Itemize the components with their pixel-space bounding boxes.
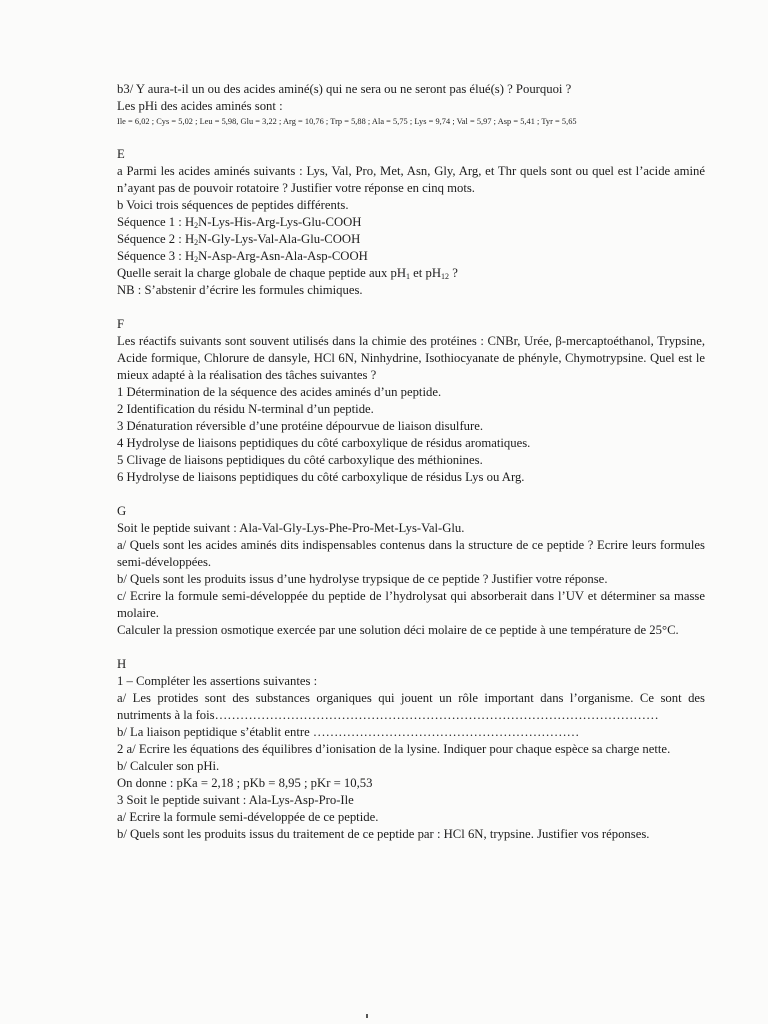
scan-mark xyxy=(366,1014,368,1018)
section-heading-e: E xyxy=(117,147,125,161)
question-e-a: a Parmi les acides aminés suivants : Lys, Val, Pro, Met, Asn, Gly, Arg, et Thr quels sont ou quel est l’acide aminé n’ayant pas de pouvoir rotatoire ? Justifier votre réponse en cinq mots. xyxy=(117,164,705,195)
task-item: 2 Identification du résidu N-terminal d’un peptide. xyxy=(117,402,374,416)
question-h-1b: b/ La liaison peptidique s’établit entre ……………………………………………………… xyxy=(117,725,580,739)
section-heading-f: F xyxy=(117,317,125,331)
question-h-1: 1 – Compléter les assertions suivantes : xyxy=(117,674,318,688)
phi-intro: Les pHi des acides aminés sont : xyxy=(117,99,283,113)
question-e-b: b Voici trois séquences de peptides différents. xyxy=(117,198,349,212)
question-g-c: c/ Ecrire la formule semi-développée du peptide de l’hydrolysat qui absorberait dans l’UV et déterminer sa masse molaire. xyxy=(117,589,705,620)
charge-question: Quelle serait la charge globale de chaque peptide aux $pH_1$ et $pH_{12}$ ? xyxy=(117,266,458,281)
question-b3: b3/ Y aura-t-il un ou des acides aminé(s) qui ne sera ou ne seront pas élué(s) ? Pourquoi ? xyxy=(117,82,572,96)
question-h-3: 3 Soit le peptide suivant : Ala-Lys-Asp-Pro-Ile xyxy=(117,793,354,807)
question-g-b: b/ Quels sont les produits issus d’une hydrolyse trypsique de ce peptide ? Justifier votre réponse. xyxy=(117,572,608,586)
question-g-a: a/ Quels sont les acides aminés dits indispensables contenus dans la structure de ce peptide ? Ecrire leurs formules semi-développées. xyxy=(117,538,705,569)
task-item: 4 Hydrolyse de liaisons peptidiques du côté carboxylique de résidus aromatiques. xyxy=(117,436,531,450)
page-content xyxy=(117,81,705,843)
nb-note: NB : S’abstenir d’écrire les formules chimiques. xyxy=(117,283,363,297)
sequence-2: Séquence 2 : $H_2N-Gly-Lys-Val-Ala-Glu$-COOH xyxy=(117,232,361,247)
task-item: 1 Détermination de la séquence des acides aminés d’un peptide. xyxy=(117,385,442,399)
question-h-2b: b/ Calculer son pHi. xyxy=(117,759,220,773)
question-h-2a: 2 a/ Ecrire les équations des équilibres d’ionisation de la lysine. Indiquer pour chaque espèce sa charge nette. xyxy=(117,742,671,756)
phi-values: Ile = 6,02 ; Cys = 5,02 ; Leu = 5,98, Glu = 3,22 ; Arg = 10,76 ; Trp = 5,88 ; Ala = 5,75 ; Lys = 9,74 ; Val = 5,97 ; Asp = 5,41 ; Tyr = 5,65 xyxy=(117,117,577,126)
given-values: On donne : pKa = 2,18 ; pKb = 8,95 ; pKr = 10,53 xyxy=(117,776,373,790)
task-item: 6 Hydrolyse de liaisons peptidiques du côté carboxylique de résidus Lys ou Arg. xyxy=(117,470,525,484)
question-h-3a: a/ Ecrire la formule semi-développée de ce peptide. xyxy=(117,810,379,824)
section-heading-g: G xyxy=(117,504,127,518)
task-item: 5 Clivage de liaisons peptidiques du côté carboxylique des méthionines. xyxy=(117,453,483,467)
peptide-statement: Soit le peptide suivant : Ala-Val-Gly-Lys-Phe-Pro-Met-Lys-Val-Glu. xyxy=(117,521,465,535)
question-h-1a: a/ Les protides sont des substances organiques qui jouent un rôle important dans l’organisme. Ce sont des nutriments à la fois…………………………………………………………………………………………… xyxy=(117,691,705,722)
question-h-3b: b/ Quels sont les produits issus du traitement de ce peptide par : HCl 6N, trypsine. Justifier vos réponses. xyxy=(117,827,650,841)
sequence-1: Séquence 1 : $H_2N-Lys-His-Arg-Lys-Glu$-COOH xyxy=(117,215,362,230)
reagents-intro: Les réactifs suivants sont souvent utilisés dans la chimie des protéines : CNBr, Urée, β-mercaptoéthanol, Trypsine, Acide formique, Chlorure de dansyle, HCl 6N, Ninhydrine, Isothiocyanate de phényle, Chymotrypsine. Quel est le mieux adapté à la réalisation des tâches suivantes ? xyxy=(117,334,705,382)
task-item: 3 Dénaturation réversible d’une protéine dépourvue de liaison disulfure. xyxy=(117,419,484,433)
sequence-3: Séquence 3 : $H_2N-Asp-Arg-Asn-Ala-Asp$-COOH xyxy=(117,249,368,264)
section-heading-h: H xyxy=(117,657,127,671)
osmotic-question: Calculer la pression osmotique exercée par une solution déci molaire de ce peptide à une température de 25°C. xyxy=(117,623,679,637)
